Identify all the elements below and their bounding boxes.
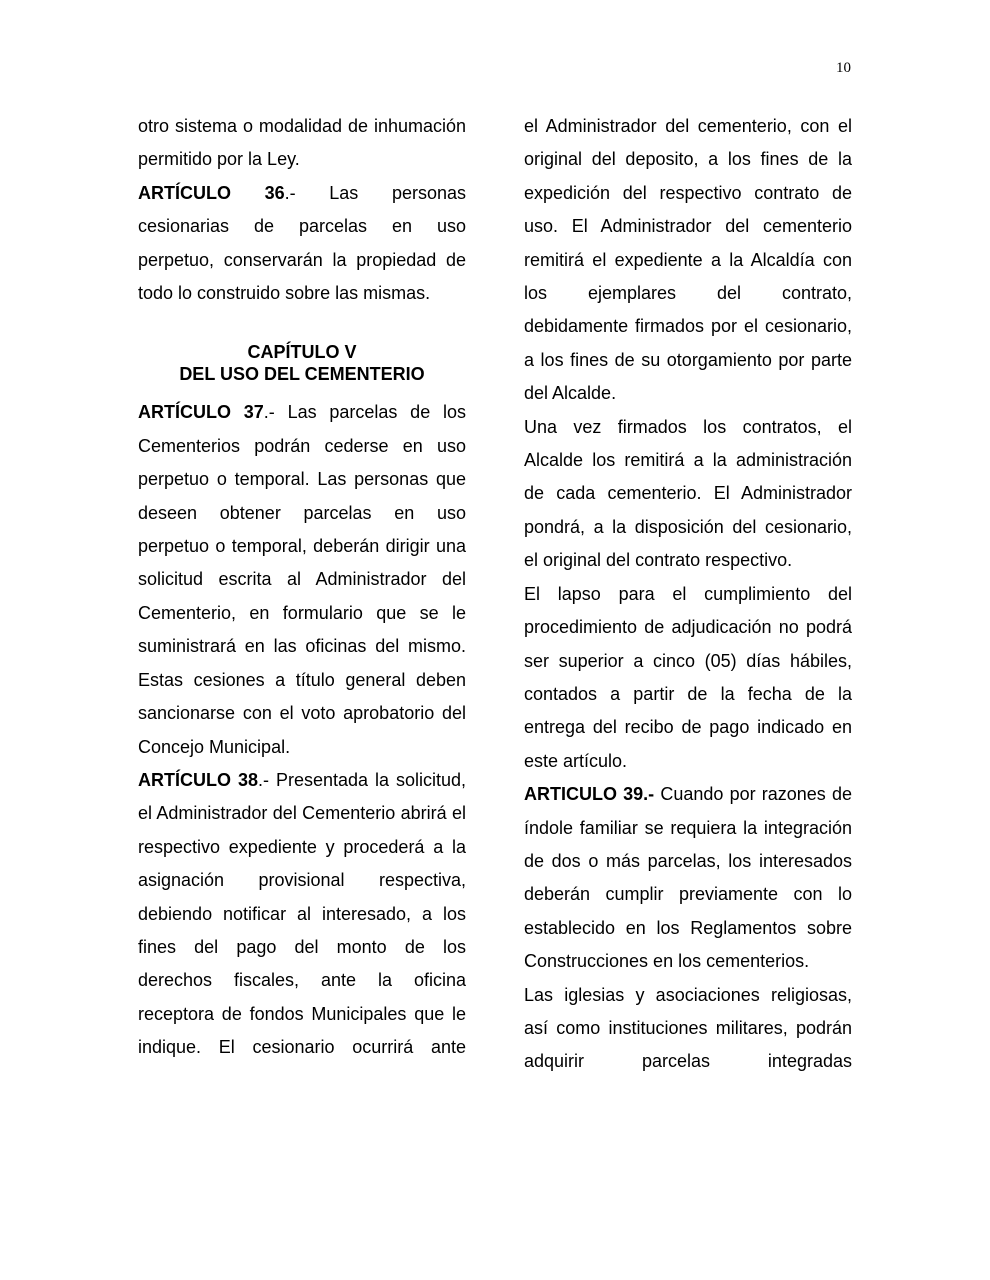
paragraph-religious-institutions: Las iglesias y asociaciones religiosas, así como instituciones militares, podrán adquirir parcelas integradas	[524, 984, 852, 1072]
article-38-body: .- Presentada la solicitud, el Administrador del Cementerio abrirá el respectivo expediente y procederá a la asignación provisional respectiva, debiendo notificar al interesado, a los fines del pago del monto de los derechos fiscales, ante la oficina receptora de fondos Municipales que le indique. El cesionario ocurrirá ante	[138, 769, 466, 1058]
article-37	[138, 396, 466, 763]
article-38	[138, 764, 466, 1065]
page-number: 10	[836, 60, 851, 76]
article-39	[524, 778, 852, 978]
paragraph-time-limit: El lapso para el cumplimiento del procedimiento de adjudicación no podrá ser superior a cinco (05) días hábiles, contados a partir de la fecha de la entrega del recibo de pago indicado en este artículo.	[524, 583, 852, 771]
article-38-heading: ARTÍCULO 38	[138, 769, 258, 790]
article-36-body: .- Las personas cesionarias de parcelas en uso perpetuo, conservarán la propiedad de todo lo construido sobre las mismas.	[138, 182, 466, 304]
right-column	[524, 110, 852, 1079]
paragraph-intro: otro sistema o modalidad de inhumación permitido por la Ley.	[138, 116, 466, 170]
left-column	[138, 110, 466, 1065]
chapter-title: CAPÍTULO V	[247, 342, 357, 363]
article-36-heading: ARTÍCULO 36	[138, 182, 285, 203]
chapter-heading	[138, 341, 466, 385]
article-39-body: Cuando por razones de índole familiar se requiera la integración de dos o más parcelas, los interesados deberán cumplir previamente con lo establecido en los Reglamentos sobre Construcciones en los cementerios.	[524, 784, 852, 972]
paragraph-contract-delivery: Una vez firmados los contratos, el Alcalde los remitirá a la administración de cada cementerio. El Administrador pondrá, a la disposición del cesionario, el original del contrato respectivo.	[524, 416, 852, 571]
article-36	[138, 177, 466, 311]
article-37-body: .- Las parcelas de los Cementerios podrán cederse en uso perpetuo o temporal. Las personas que deseen obtener parcelas en uso perpetuo o temporal, deberán dirigir una solicitud escrita al Administrador del Cementerio, en formulario que se le suministrará en las oficinas del mismo. Estas cesiones a título general deben sancionarse con el voto aprobatorio del Concejo Municipal.	[138, 402, 466, 757]
article-37-heading: ARTÍCULO 37	[138, 402, 264, 423]
article-39-heading: ARTICULO 39.-	[524, 784, 655, 805]
paragraph-contract-issuance: el Administrador del cementerio, con el original del deposito, a los fines de la expedición del respectivo contrato de uso. El Administrador del cementerio remitirá el expediente a la Alcaldía con los ejemplares del contrato, debidamente firmados por el cesionario, a los fines de su otorgamiento por parte del Alcalde.	[524, 116, 852, 404]
chapter-subtitle: DEL USO DEL CEMENTERIO	[179, 364, 425, 385]
